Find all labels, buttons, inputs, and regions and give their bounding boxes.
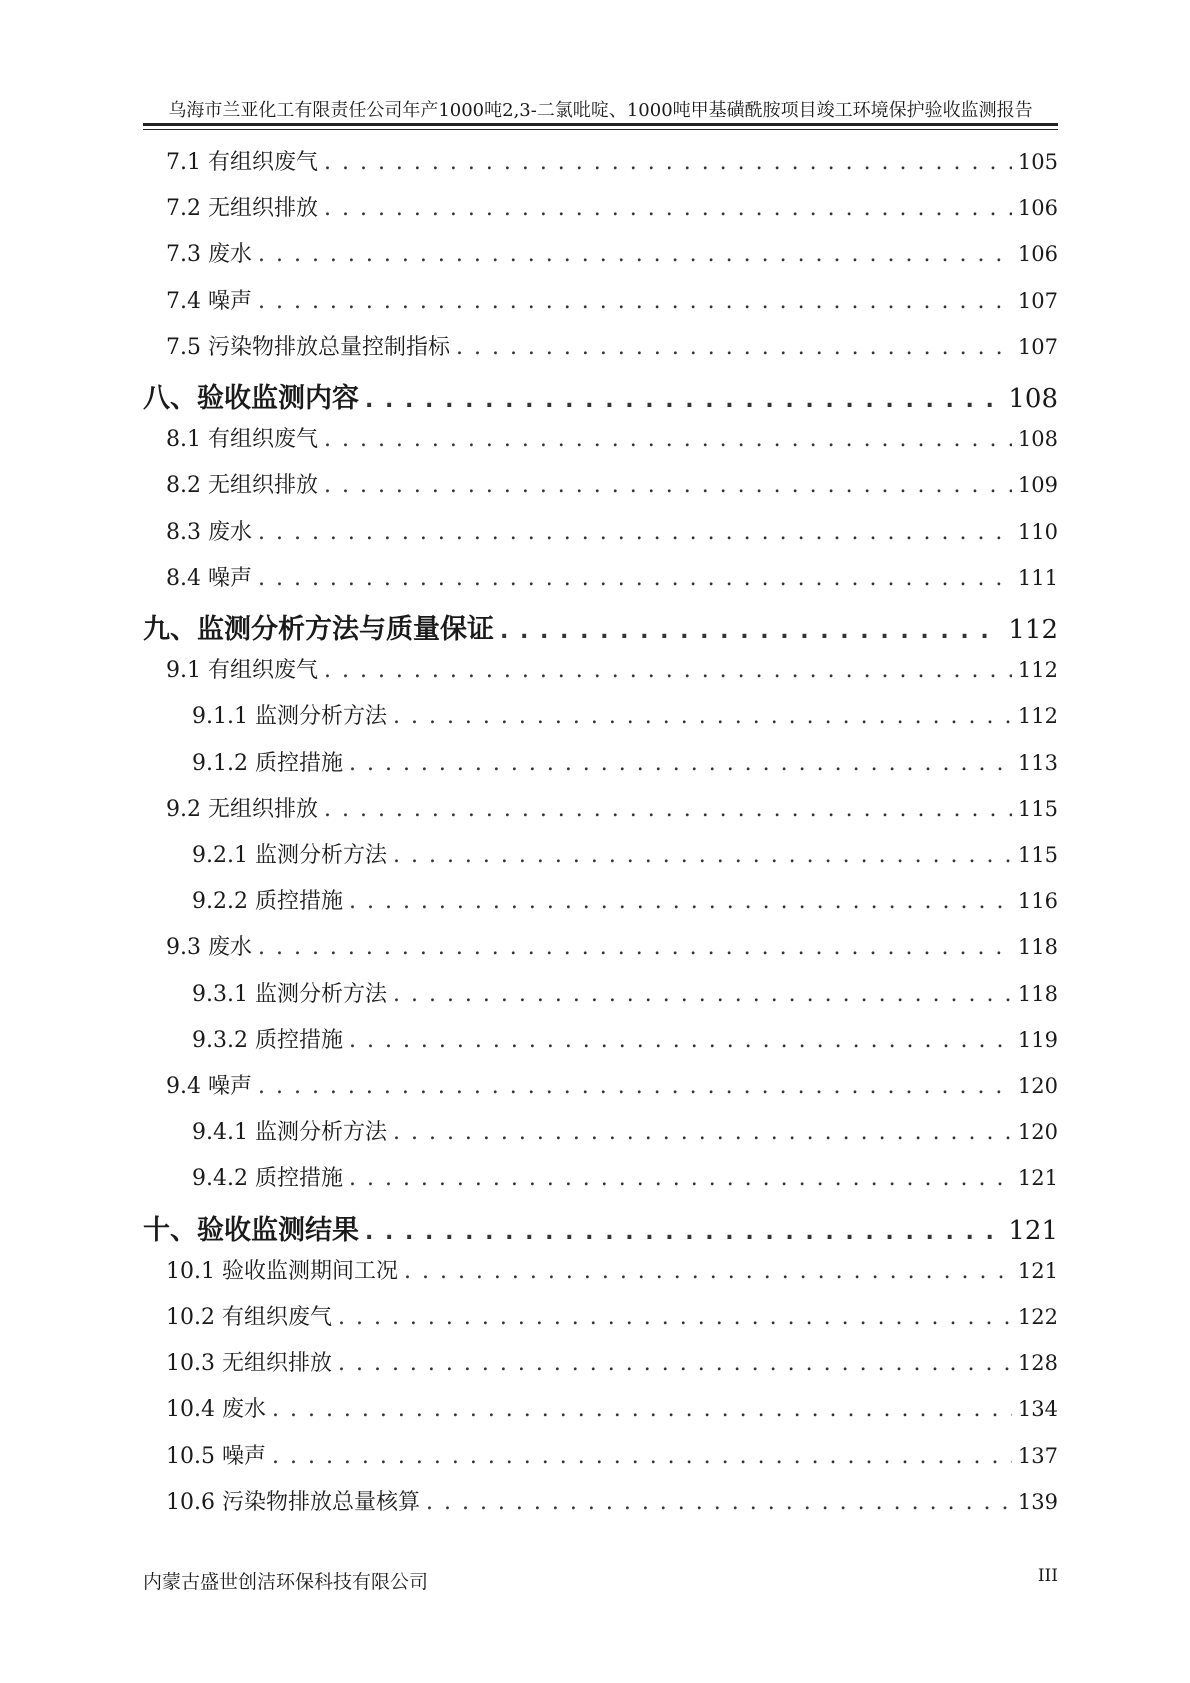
toc-dot-leader	[258, 242, 1012, 267]
toc-entry-page-number: 111	[1017, 565, 1058, 590]
toc-dot-leader	[365, 1220, 1002, 1245]
footer-company-name: 内蒙古盛世创洁环保科技有限公司	[143, 1571, 429, 1593]
toc-entry-label: 9.4.2 质控措施	[192, 1166, 343, 1192]
toc-entry-label: 7.2 无组织排放	[166, 196, 318, 222]
toc-entry-page-number: 116	[1017, 889, 1058, 914]
toc-dot-leader	[338, 1351, 1012, 1376]
toc-entry[interactable]	[192, 1023, 1058, 1059]
toc-entry-label: 9.4.1 监测分析方法	[192, 1120, 387, 1146]
toc-entry-page-number: 105	[1017, 150, 1058, 174]
toc-entry-page-number: 107	[1017, 288, 1058, 313]
toc-entry-page-number: 134	[1017, 1397, 1058, 1422]
toc-entry-page-number: 115	[1017, 843, 1058, 867]
toc-entry[interactable]	[166, 653, 1058, 689]
toc-dot-leader	[324, 427, 1012, 452]
toc-chapter-entry[interactable]	[143, 607, 1058, 643]
toc-entry-page-number: 110	[1017, 519, 1058, 544]
toc-entry[interactable]	[166, 792, 1058, 828]
footer-page-number: III	[1037, 1566, 1058, 1586]
toc-dot-leader	[500, 619, 1002, 644]
toc-entry-label: 9.3 废水	[166, 935, 252, 961]
toc-entry-label: 9.2.1 监测分析方法	[192, 843, 387, 868]
toc-entry[interactable]	[192, 1161, 1058, 1197]
toc-entry-label: 8.1 有组织废气	[166, 427, 318, 453]
header-rule-thin	[143, 129, 1058, 130]
toc-entry[interactable]	[166, 930, 1058, 966]
toc-entry-page-number: 137	[1017, 1443, 1058, 1468]
toc-dot-leader	[258, 1074, 1012, 1099]
header-rule-thick	[143, 123, 1058, 126]
toc-entry-label: 9.3.2 质控措施	[192, 1027, 343, 1053]
toc-entry-page-number: 121	[1017, 1258, 1058, 1283]
toc-dot-leader	[456, 335, 1012, 360]
toc-entry[interactable]	[166, 145, 1058, 181]
toc-entry-page-number: 112	[1017, 704, 1058, 729]
toc-dot-leader	[324, 797, 1012, 822]
toc-entry-label: 9.1.2 质控措施	[192, 750, 343, 776]
toc-entry[interactable]	[166, 1069, 1058, 1105]
toc-dot-leader	[349, 889, 1012, 914]
toc-entry-label: 八、验收监测内容	[143, 383, 359, 414]
toc-entry[interactable]	[166, 1392, 1058, 1428]
toc-entry[interactable]	[192, 699, 1058, 735]
toc-chapter-entry[interactable]	[143, 1208, 1058, 1244]
toc-entry-label: 8.4 噪声	[166, 565, 252, 591]
toc-entry-page-number: 112	[1008, 615, 1058, 645]
toc-dot-leader	[272, 1444, 1012, 1469]
toc-entry-page-number: 106	[1017, 196, 1058, 221]
toc-entry-page-number: 121	[1008, 1215, 1058, 1246]
toc-entry-label: 8.2 无组织排放	[166, 473, 318, 499]
toc-entry-page-number: 122	[1017, 1305, 1058, 1329]
toc-entry-label: 9.2.2 质控措施	[192, 889, 343, 915]
toc-dot-leader	[324, 196, 1012, 221]
toc-dot-leader	[258, 289, 1012, 314]
toc-entry-label: 10.3 无组织排放	[166, 1351, 332, 1377]
toc-dot-leader	[426, 1490, 1012, 1515]
toc-entry-label: 十、验收监测结果	[143, 1214, 359, 1246]
toc-entry[interactable]	[166, 1254, 1058, 1290]
toc-entry-page-number: 121	[1017, 1166, 1058, 1191]
toc-chapter-entry[interactable]	[143, 376, 1058, 412]
toc-entry[interactable]	[166, 330, 1058, 366]
toc-entry-label: 九、监测分析方法与质量保证	[143, 614, 494, 645]
toc-entry[interactable]	[166, 422, 1058, 458]
toc-entry[interactable]	[192, 1115, 1058, 1151]
toc-entry-label: 10.5 噪声	[166, 1443, 266, 1469]
toc-entry-page-number: 128	[1017, 1351, 1058, 1376]
toc-entry-page-number: 118	[1017, 935, 1058, 960]
toc-entry-page-number: 118	[1017, 981, 1058, 1006]
toc-entry-label: 10.4 废水	[166, 1397, 266, 1423]
toc-entry-label: 9.2 无组织排放	[166, 796, 318, 822]
toc-entry-page-number: 115	[1017, 796, 1058, 821]
toc-dot-leader	[324, 150, 1012, 175]
toc-entry-page-number: 120	[1017, 1120, 1058, 1145]
toc-entry[interactable]	[192, 746, 1058, 782]
toc-entry-label: 10.2 有组织废气	[166, 1305, 332, 1330]
toc-entry-label: 8.3 废水	[166, 519, 252, 545]
toc-entry-label: 10.6 污染物排放总量核算	[166, 1489, 420, 1515]
toc-entry-page-number: 106	[1017, 242, 1058, 267]
toc-entry-page-number: 119	[1017, 1027, 1058, 1052]
toc-dot-leader	[404, 1259, 1012, 1284]
toc-entry[interactable]	[166, 468, 1058, 504]
toc-entry-page-number: 108	[1008, 384, 1058, 414]
toc-entry[interactable]	[166, 1439, 1058, 1475]
toc-dot-leader	[258, 520, 1012, 545]
toc-entry-page-number: 113	[1017, 750, 1058, 775]
toc-dot-leader	[393, 982, 1012, 1007]
toc-dot-leader	[349, 751, 1012, 776]
toc-entry-page-number: 112	[1017, 658, 1058, 683]
toc-dot-leader	[324, 658, 1012, 683]
toc-entry[interactable]	[166, 284, 1058, 320]
toc-entry-label: 7.3 废水	[166, 242, 252, 268]
toc-entry[interactable]	[166, 515, 1058, 551]
toc-entry[interactable]	[166, 1346, 1058, 1382]
toc-entry-label: 7.4 噪声	[166, 288, 252, 314]
toc-entry-page-number: 109	[1017, 473, 1058, 498]
toc-entry[interactable]	[166, 191, 1058, 227]
toc-entry[interactable]	[192, 884, 1058, 920]
toc-entry-label: 9.1.1 监测分析方法	[192, 704, 387, 730]
toc-dot-leader	[338, 1305, 1012, 1330]
toc-dot-leader	[272, 1397, 1012, 1422]
toc-dot-leader	[258, 566, 1012, 591]
toc-entry-label: 9.3.1 监测分析方法	[192, 981, 387, 1007]
toc-entry-label: 7.1 有组织废气	[166, 150, 318, 175]
toc-entry[interactable]	[166, 237, 1058, 273]
toc-dot-leader	[258, 935, 1012, 960]
toc-dot-leader	[393, 1120, 1012, 1145]
toc-entry[interactable]	[166, 1300, 1058, 1336]
toc-dot-leader	[324, 473, 1012, 498]
toc-entry-label: 9.4 噪声	[166, 1074, 252, 1099]
toc-entry[interactable]	[166, 1485, 1058, 1521]
toc-entry-page-number: 108	[1017, 427, 1058, 452]
toc-entry-page-number: 120	[1017, 1074, 1058, 1098]
toc-entry-page-number: 107	[1017, 334, 1058, 359]
toc-dot-leader	[393, 843, 1012, 868]
toc-entry-page-number: 139	[1017, 1489, 1058, 1514]
toc-dot-leader	[349, 1028, 1012, 1053]
toc-dot-leader	[365, 388, 1002, 413]
toc-entry[interactable]	[192, 838, 1058, 874]
toc-entry[interactable]	[192, 977, 1058, 1013]
toc-entry-label: 9.1 有组织废气	[166, 658, 318, 684]
toc-entry-label: 7.5 污染物排放总量控制指标	[166, 334, 450, 360]
toc-entry[interactable]	[166, 561, 1058, 597]
toc-entry-label: 10.1 验收监测期间工况	[166, 1258, 398, 1284]
page-header-title: 乌海市兰亚化工有限责任公司年产1000吨2,3-二氯吡啶、1000吨甲基磺酰胺项目竣工环境保护验收监测报告	[168, 100, 1033, 121]
toc-dot-leader	[393, 704, 1012, 729]
toc-dot-leader	[349, 1166, 1012, 1191]
